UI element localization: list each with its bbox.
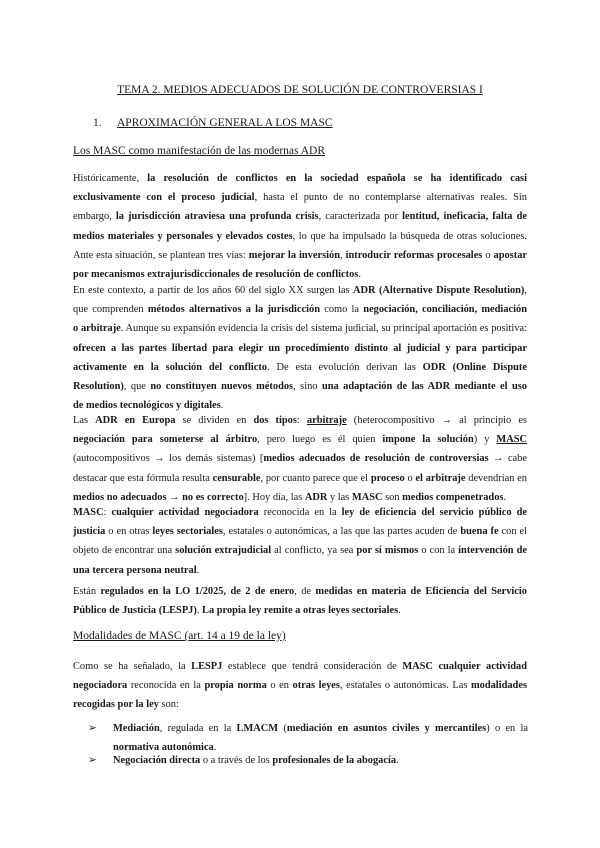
document-title: TEMA 2. MEDIOS ADECUADOS DE SOLUCIÓN DE CONTROVERSIAS I: [117, 84, 483, 96]
paragraph-historia: Históricamente, la resolución de conflictos en la sociedad española se ha identificado casi exclusivamente con el proceso judicial, hasta el punto de no contemplarse alternativas reales. Sin embargo, la jurisdicción atraviesa una profunda crisis, caracterizada por lentitud, ineficacia, falta de medios materiales y personales y elevados costes, lo que ha impulsado la búsqueda de otras soluciones. Ante esta situación, se plantean tres vías: mejorar la inversión, introducir reformas procesales o apostar por mecanismos extrajurisdiccionales de resolución de conflictos.: [73, 173, 527, 280]
paragraph-modalidades: Como se ha señalado, la LESPJ establece que tendrá consideración de MASC cualquier actividad negociadora reconocida en la propia norma o en otras leyes, estatales o autonómicas. Las modalidades recogidas por la ley son:: [73, 661, 528, 711]
paragraph-adr-europa: Las ADR en Europa se dividen en dos tipos: arbitraje (heterocompositivo → al principio es negociación para someterse al árbitro, pero luego es él quien impone la solución) y MASC (autocompositivos → los demás sistemas) [medios adecuados de resolución de controversias → cabe destacar que esta fórmula resulta censurable, por cuanto parece que el proceso o el arbitraje devendrían en medios no adecuados → no es correcto]. Hoy día, las ADR y las MASC son medios compenetrados.: [73, 415, 527, 503]
paragraph-masc-definicion: MASC: cualquier actividad negociadora reconocida en la ley de eficiencia del servicio público de justicia o en otras leyes sectoriales, estatales o autonómicas, a las que las partes acuden de buena fe con el objeto de encontrar una solución extrajudicial al conflicto, ya sea por sí mismos o con la intervención de una tercera persona neutral.: [73, 507, 527, 576]
document-page: TEMA 2. MEDIOS ADECUADOS DE SOLUCIÓN DE CONTROVERSIAS I 1. APROXIMACIÓN GENERAL A LOS MASC Los MASC como manifestación de las modernas ADR Históricamente, la resolución de conflictos en la sociedad española se ha identificado casi exclusivamente con el proceso judicial, hasta el punto de no contemplarse alternativas reales. Sin embargo, la jurisdicción atraviesa una profunda crisis, caracterizada por lentitud, ineficacia, falta de medios materiales y personales y elevados costes, lo que ha impulsado la búsqueda de otras soluciones. Ante esta situación, se plantean tres vías: mejorar la inversión, introducir reformas procesales o apostar por mecanismos extrajurisdiccionales de resolución de conflictos. En este contexto, a partir de los años 60 del siglo XX surgen las ADR (Alternative Dispute Resolution), que comprenden métodos alternativos a la jurisdicción como la negociación, conciliación, mediación o arbitraje. Aunque su expansión evidencia la crisis del sistema judicial, su principal aportación es positiva: ofrecen a las partes libertad para elegir un procedimiento distinto al judicial y para participar activamente en la solución del conflicto. De esta evolución derivan las ODR (Online Dispute Resolution), que no constituyen nuevos métodos, sino una adaptación de las ADR mediante el uso de medios tecnológicos y digitales. Las ADR en Europa se dividen en dos tipos: arbitraje (heterocompositivo → al principio es negociación para someterse al árbitro, pero luego es él quien impone la solución) y MASC (autocompositivos → los demás sistemas) [medios adecuados de resolución de controversias → cabe destacar que esta fórmula resulta censurable, por cuanto parece que el proceso o el arbitraje devendrían en medios no adecuados → no es correcto]. Hoy día, las ADR y las MASC son medios compenetrados. MASC: cualquier actividad negociadora reconocida en la ley de eficiencia del servicio público de justicia o en otras leyes sectoriales, estatales o autonómicas, a las que las partes acuden de buena fe con el objeto de encontrar una solución extrajudicial al conflicto, ya sea por sí mismos o con la intervención de una tercera persona neutral. Están regulados en la LO 1/2025, de 2 de enero, de medidas en materia de Eficiencia del Servicio Público de Justicia (LESPJ). La propia ley remite a otras leyes sectoriales. Modalidades de MASC (art. 14 a 19 de la ley) Como se ha señalado, la LESPJ establece que tendrá consideración de MASC cualquier actividad negociadora reconocida en la propia norma o en otras leyes, estatales o autonómicas. Las modalidades recogidas por la ley son: ➢ Mediación, regulada en la LMACM (mediación en asuntos civiles y mercantiles) o en la normativa autonómica. ➢ Negociación directa o a través de los profesionales de la abogacía.: [0, 0, 600, 848]
arrow-bullet-icon: ➢: [88, 755, 97, 766]
section-number: 1.: [93, 117, 102, 129]
subheading-masc-adr: Los MASC como manifestación de las modernas ADR: [73, 145, 326, 157]
arrow-bullet-icon: ➢: [88, 723, 97, 734]
paragraph-adr: En este contexto, a partir de los años 60 del siglo XX surgen las ADR (Alternative Dispute Resolution), que comprenden métodos alternativos a la jurisdicción como la negociación, conciliación, mediación o arbitraje. Aunque su expansión evidencia la crisis del sistema judicial, su principal aportación es positiva: ofrecen a las partes libertad para elegir un procedimiento distinto al judicial y para participar activamente en la solución del conflicto. De esta evolución derivan las ODR (Online Dispute Resolution), que no constituyen nuevos métodos, sino una adaptación de las ADR mediante el uso de medios tecnológicos y digitales.: [73, 285, 528, 412]
paragraph-regulacion: Están regulados en la LO 1/2025, de 2 de enero, de medidas en materia de Eficiencia del Servicio Público de Justicia (LESPJ). La propia ley remite a otras leyes sectoriales.: [73, 586, 528, 617]
section-heading: [93, 117, 333, 129]
section-title: APROXIMACIÓN GENERAL A LOS MASC: [117, 117, 333, 129]
subheading-modalidades: Modalidades de MASC (art. 14 a 19 de la ley): [73, 630, 286, 642]
